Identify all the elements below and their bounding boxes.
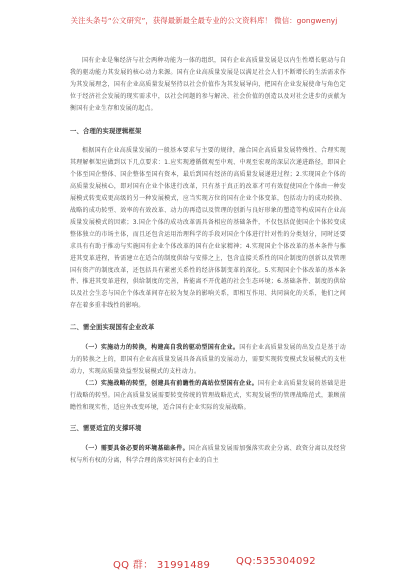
- section-title-2: 二、需全面实现国有企业改革: [70, 324, 155, 332]
- section-2-paragraph-2: [70, 378, 346, 414]
- paragraph-text: 国企高质量发展需加强落实政企分离、政资分离以及经营权与所有权的分离，科学合理的落实好国有企业的自主: [70, 445, 346, 465]
- section-3-paragraph-1: [70, 443, 346, 467]
- qq-contact-number: QQ:535304092: [236, 556, 316, 567]
- paragraph-text: 国有企业高质量发展的基础是进行战略的转型。国企高质量发展需要转变传统的管理战略范式，实现发展型的管理战略范式，兼顾前瞻性和现实性，适应外改变环境，适合国有企业实际的发展战略。: [70, 379, 346, 411]
- article-body: [70, 55, 346, 467]
- header-banner: 关注头条号“公文研究”，获得最新最全最专业的公文资料库！ 微信：gongwenyj: [70, 16, 338, 25]
- intro-paragraph: 国有企业是集经济与社会两种功能为一体的组织，国有企业高质量发展是以内生性增长驱动与自我的驱动能力其发展的核心动力来源。国有企业高质量发展是以满足社会人们不断增长的生活需求作为其发展理念，国有企业高质量发展坚持以社会价值作为其发展导向，把国有企业发展使命与角色定位于经济社会发展的现实需求中，以社会问题的参与解决、社会价值的创造以及对社会进步的贡献为衡国有企业生存和发展的起点。: [70, 57, 346, 112]
- section-2-paragraph-1: [70, 342, 346, 378]
- subheading-2-2: （二）实施战略的转型，创建具有前瞻性的高站位型国有企业。: [82, 379, 259, 387]
- subheading-2-1: （一）实施动力的转换，构建高自我的驱动型国有企业。: [82, 344, 240, 352]
- footer: [0, 556, 408, 570]
- section-title-1: 一、合理的实现逻辑框架: [70, 127, 142, 135]
- subheading-3-1: （一）需要具备必要的环境基础条件。: [82, 445, 189, 453]
- paragraph-text: 国有企业高质量发展的出发点是基于动力的转换之上的，即国有企业高质量发展具备高质量的发展动力，需要实现转变模式发展模式的支柱动力，实现高质量效益型发展模式的支柱动力。: [70, 344, 346, 375]
- section-title-3: 三、需要适宜的支撑环境: [70, 425, 142, 433]
- qq-group-number: QQ 群： 31991489: [113, 560, 211, 571]
- section-1-paragraph: 根据国有企业高质量发展的一般基本要求与主要的规律，融合国企高质量发展特殊性、合理实现其理解框架应做到以下几点要求：1.应实现遵循微观至中观、中观至宏观的深层次递进路径，即国企个体至国企整体、国企整体至国有资本，最后到国有经济的高质量发展递进过程；2.实现国企个体的高质量发展核心，即对国有企业个体进行改革，只有基于真正的改革才可有效促使国企个体由一种发展模式转变成更高级的另一种发展模式，应当实现方位的国有企业个体变革，包括动力的成功转换、战略的成功转型、效率的有效改革、动力的再造以及管理的创新与良好形象的塑造等构成国有企业高质量发展模式的因素；3.国企个体的成功改革需具备相应的基础条件，不仅包括促使国企个体转变成整体独立的市场主体，而且还包含运用治理科学的手段对国企个体进行针对性的分类划分，同时还要求具有有助于推动与实施国有企业个体改革的国有企业家精神；4.实现国企个体改革的基本条件与推进其变革进程，皆需建立在适合的制度供给与安排之上，包含直接关系性的国企制度的创新以及管理国有资产的制度改革，还包括具有紧密关系性的经济体制变革的深化。5.实现国企个体改革的基本条件、推进其变革进程，供给制度的完善，皆能离不开优越的社会生态环境；6.基础条件、制度的供给以及社会生态与国企个体改革间存在较为复杂的影响关系，即相互作用、共同演化的关系，他们之间存在着多重非线性的影响。: [70, 147, 346, 310]
